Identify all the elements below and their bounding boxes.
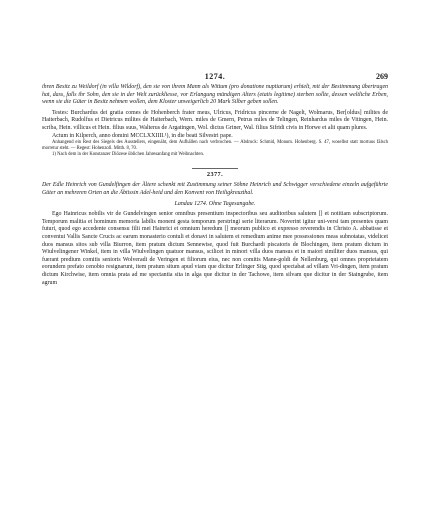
text-line: pratum situm apud viam que dicitur Erlinger Stig, quod spectabat ad villam Vri- bbox=[148, 264, 340, 271]
text-line: pratum dictum in Wiulvelingener Winkel, item in villa Wiulvelingen quatuor mansus, bbox=[42, 241, 388, 256]
text-line: weltliche Erben, wenn sie die Güter in Besitz nehmen wollen, dem Kloster unweigerlich 20 Mark bbox=[42, 91, 389, 106]
regest bbox=[42, 182, 388, 197]
body-text bbox=[42, 84, 388, 287]
text-line: miles de Vitingen, Hein. scriba, Hein. villicus et Hein. filius suus, Walterus de Argatingen, bbox=[42, 117, 388, 131]
text-line: ihren Besitz zu Weildorf (in villa Wildorf), den sie von ihrem Mann als Wittum (pro bbox=[42, 84, 240, 90]
page-number: 269 bbox=[376, 72, 388, 81]
regest-text bbox=[42, 182, 388, 197]
text-line: heid und den Konvent von Heiligkreuzthal. bbox=[152, 190, 254, 197]
document-date: Landau 1274. Ohne Tagesangabe. bbox=[174, 200, 256, 207]
running-header bbox=[42, 72, 388, 84]
text-line: seu auditoribus salutem [] et notitiam subscriptorum. Temporum malitia et hominum bbox=[42, 211, 388, 225]
text-line: Schmid, Monum. Hohenberg. S. 47, woselbst statt mortuus fälsch morretur steht. — Regest: Hohenzoll. bbox=[42, 140, 388, 152]
text-line: Der Edle Heinrich von Gundelfingen der Ältere schenkt mit Zustimmung seiner Söhne Heinrich bbox=[42, 182, 271, 189]
text-line: Silber geben sollen. bbox=[231, 99, 279, 106]
text-line: Ego Hainricus nobilis vir de Gundelvingen senior omnibus presentium inspectoribus bbox=[52, 211, 258, 218]
document-number: 2377. bbox=[206, 171, 224, 179]
text-line: Wol. dictus Griner, Wal. filius Sifridi civis in Horwe et alii quam plures. bbox=[197, 124, 368, 131]
document-body bbox=[42, 211, 388, 287]
text-line: heredum [] meorum publico et expresso reverendis in Christo A. abbatisse et conventui bbox=[42, 226, 388, 240]
witness-list bbox=[42, 110, 388, 133]
text-line: goldi de Nellenburg, qui omnes proprietatem eorundem prefato cenobio resignarunt, item bbox=[42, 256, 388, 271]
text-line: que dicitur in der Tachowe, item silvam que dicitur in der Staingrube, item agrum bbox=[42, 271, 388, 286]
seal-note bbox=[42, 140, 388, 152]
text-line: Anhangend ein Rest des Siegels des Ausstellers, eingenäht, dem Aufhällen nach verbrochen. — Abdruck: bbox=[52, 140, 258, 146]
text-line: dingen, item pratum dictum Kirchwise, item omnia prata ad me spectantia sita in alga bbox=[42, 264, 388, 278]
text-line: donatione nuptiarum) erhielt, mit der Bestimmung übertragen hat, dass, falls ihr Sohn, den sie bbox=[42, 84, 389, 98]
text-line: Vallis Sancte Crucis ac earum monasterio contuli et donavi in salutem et remedium bbox=[66, 234, 265, 240]
text-line: predium comitis senioris Wolveradi de Veringen et filiorum eius, nec non comitis Mane- bbox=[60, 256, 279, 263]
document-page bbox=[42, 0, 388, 512]
actum-line: Actum in Kilperch, anno domini MCCLXXIIII.¹), in die beati Silvestri pape. bbox=[52, 132, 233, 139]
running-header-year: 1274. bbox=[204, 72, 226, 81]
prev-doc-text bbox=[42, 84, 388, 107]
footnote: 1) Nach dem in der Konstanzer Diözese üblichen Jahresanfang mit Weihnachten. bbox=[52, 152, 204, 158]
text-line: in der Welt zurückliesse, vor Erlangung mündigen Alters (etatis legitime) sterben sollte, dessen bbox=[120, 91, 348, 98]
text-line: pincerne de Nagelt, Wolmarus, Ber[oldus] milites de Haiterbach, Rudolfus et Dietricus bbox=[42, 109, 388, 124]
text-line: scilicet in minori villa duos mansus et in maiori similiter duos mansus, qui fuerant bbox=[42, 249, 389, 263]
text-line: versi tam presentes quam futuri, quod ego accedente consensu filii mei Hainrici et omnium bbox=[42, 218, 389, 233]
text-line: milites de Haiterbach, Wern. miles de Gmern, Petrus miles de Telingen, Reinhardus bbox=[124, 117, 328, 124]
text-line: Testes: Burchardus dei gratia comes de Hohenberch frater meus, Ulricus, Fridricus bbox=[52, 109, 257, 116]
section-divider bbox=[192, 168, 238, 169]
text-line: memoria labilis monent gesta temporum perstringi serie literarum. Noverint igitur uni- bbox=[118, 218, 327, 225]
text-line: anime mee possessiones meas subnotatas, videlicet duos mansus sitos sub villa Biurron, bbox=[42, 234, 388, 248]
text-line: Mitth. 8, 70. bbox=[113, 146, 138, 152]
text-line: item pratum dictum Sennewise, quod fuit Burchardi piscatoris de Blochingen, item bbox=[135, 241, 343, 248]
text-line: und Schwigger verschiedene einzeln aufgeführte Güter an mehreren Orten an die Äbtissin Adel- bbox=[42, 182, 388, 197]
